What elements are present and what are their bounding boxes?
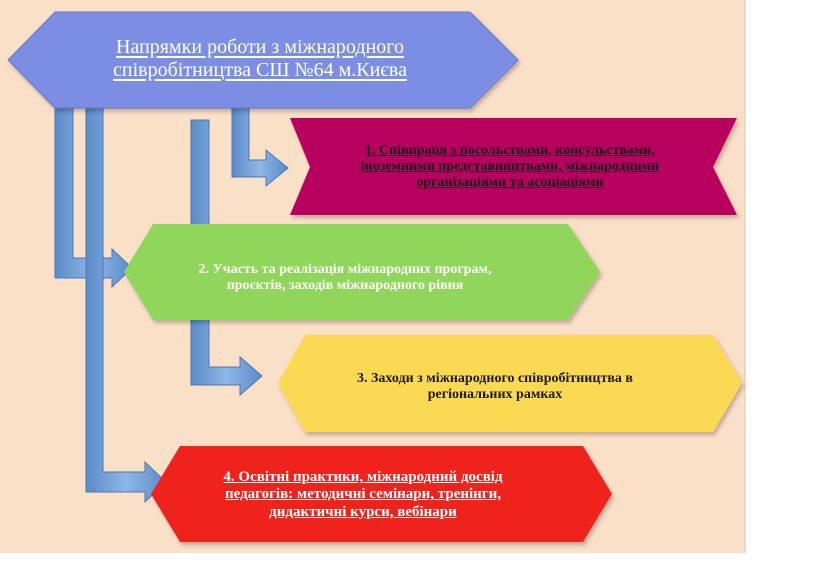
- item-2-label: [135, 243, 555, 313]
- item-4-line-1: 4. Освітні практики, міжнародний досвід: [223, 469, 503, 486]
- item-4-line-3: дидактичні курси, вебінари: [269, 503, 457, 520]
- item-1-line-2: іноземними представництвами, міжнародними: [360, 158, 660, 174]
- item-3-label: [285, 352, 705, 422]
- title-line-2: співробітництва СШ №64 м.Києва: [113, 59, 407, 81]
- item-3-line-1: 3. Заходи з міжнародного співробітництва в: [357, 370, 633, 386]
- item-4-line-2: педагогів: методичні семінари, тренінги,: [224, 486, 502, 503]
- title-line-1: Напрямки роботи з міжнародного: [116, 36, 404, 58]
- item-1-line-3: організаціями та асоціаціями: [416, 175, 604, 191]
- item-2-line-1: 2. Участь та реалізація міжнародних програм,: [198, 261, 492, 277]
- item-1-line-1: 1. Співпраця з посольствами, консульствами,: [365, 142, 655, 158]
- item-1-label: [300, 133, 720, 201]
- item-3-line-2: регіональних рамках: [427, 387, 563, 402]
- item-2-line-2: проєктів, заходів міжнародного рівня: [226, 278, 464, 293]
- item-4-label: [158, 455, 568, 535]
- diagram-title: [40, 18, 480, 100]
